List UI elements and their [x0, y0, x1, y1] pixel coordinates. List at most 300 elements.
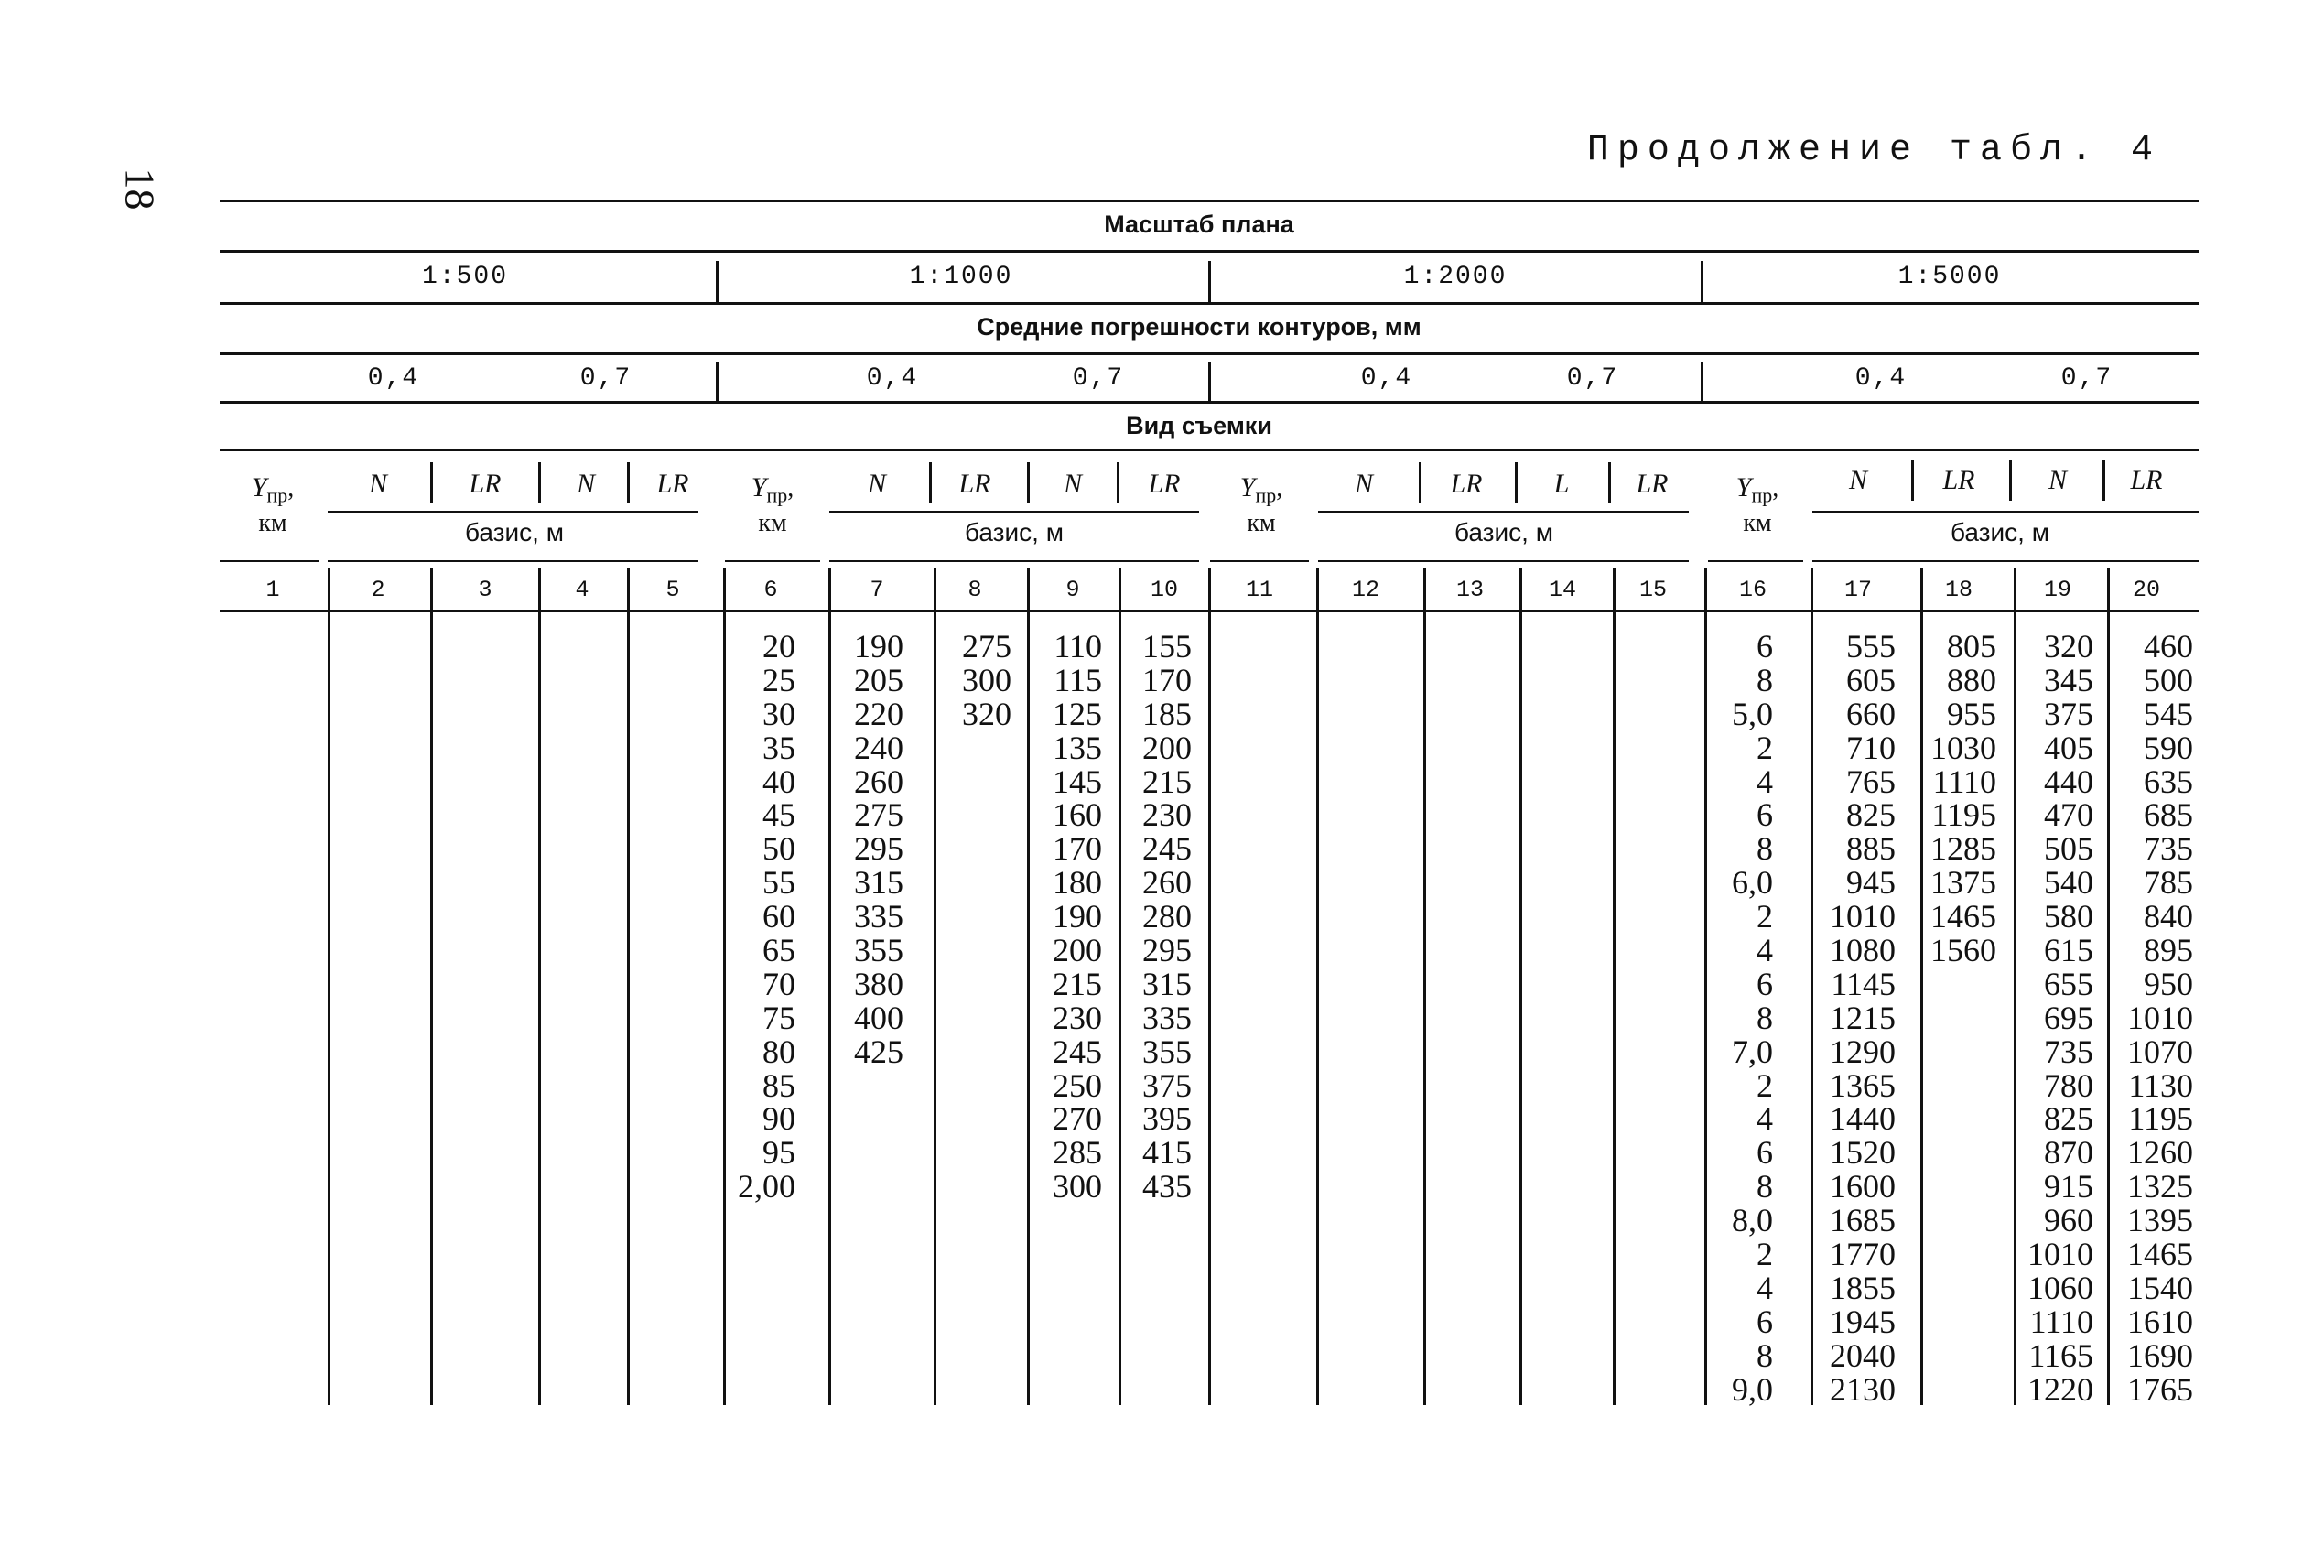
table-cell: 840	[2144, 898, 2193, 935]
column-number: 1	[265, 577, 280, 603]
table-cell: 230	[1053, 999, 1102, 1036]
table-cell: 710	[1846, 729, 1896, 766]
error-value: 0,4	[866, 364, 919, 393]
table-cell: 1375	[1930, 864, 1996, 902]
table-cell: 215	[1053, 965, 1102, 1002]
table-cell: 275	[854, 796, 903, 834]
table-cell: 280	[1142, 898, 1192, 935]
table-cell: 205	[854, 661, 903, 698]
table-cell: 2	[1757, 1066, 1773, 1104]
y-unit: км	[758, 508, 787, 537]
table-cell: 6,0	[1732, 864, 1773, 902]
column-line	[1027, 568, 1030, 1405]
table-cell: 880	[1947, 661, 1996, 698]
rule	[220, 302, 2199, 305]
table-cell: 40	[762, 762, 795, 800]
table-cell: 55	[762, 864, 795, 902]
table-cell: 870	[2044, 1134, 2093, 1172]
table-cell: 825	[1846, 796, 1896, 834]
table-cell: 1440	[1830, 1100, 1896, 1138]
survey-type: LR	[1942, 465, 1975, 495]
column-number: 15	[1638, 577, 1668, 603]
divider	[1608, 462, 1611, 503]
table-cell: 1285	[1930, 830, 1996, 868]
table-cell: 6	[1757, 965, 1773, 1002]
page-number: 18	[116, 168, 164, 211]
table-cell: 785	[2144, 864, 2193, 902]
column-number: 6	[763, 577, 778, 603]
divider	[1701, 261, 1703, 302]
y-sub: пр	[766, 483, 788, 507]
rule	[1210, 560, 1309, 562]
column-number: 18	[1944, 577, 1973, 603]
table-cell: 1290	[1830, 1033, 1896, 1070]
y-unit: км	[258, 508, 287, 537]
y-symbol: Y	[1239, 472, 1256, 503]
survey-type: LR	[469, 469, 502, 499]
table-cell: 190	[1053, 898, 1102, 935]
table-cell: 2	[1757, 1236, 1773, 1273]
column-number: 19	[2043, 577, 2072, 603]
table-cell: 8,0	[1732, 1202, 1773, 1239]
survey-type: N	[2048, 465, 2068, 495]
rule	[829, 560, 1199, 562]
divider	[716, 362, 719, 401]
table-cell: 1010	[1830, 898, 1896, 935]
table-cell: 60	[762, 898, 795, 935]
table-cell: 605	[1846, 661, 1896, 698]
column-number: 11	[1245, 577, 1274, 603]
rule	[220, 200, 2199, 202]
table-cell: 295	[1142, 932, 1192, 969]
continuation-title: Продолжение табл. 4	[1586, 130, 2161, 171]
column-9-values	[1053, 630, 1102, 1204]
table-cell: 505	[2044, 830, 2093, 868]
table-cell: 260	[1142, 864, 1192, 902]
column-16-values	[1732, 630, 1773, 1406]
table-cell: 960	[2044, 1202, 2093, 1239]
scale-1-2000: 1:2000	[1403, 263, 1508, 291]
table-cell: 4	[1757, 762, 1773, 800]
column-number: 9	[1065, 577, 1080, 603]
table-cell: 260	[854, 762, 903, 800]
table-cell: 5,0	[1732, 695, 1773, 732]
survey-type: N	[576, 469, 596, 499]
divider	[1027, 462, 1030, 503]
table-cell: 825	[2044, 1100, 2093, 1138]
scale-1-5000: 1:5000	[1897, 263, 2002, 291]
y-symbol: Y	[751, 472, 767, 503]
table-cell: 1560	[1930, 932, 1996, 969]
table-cell: 95	[762, 1134, 795, 1172]
table-cell: 4	[1757, 932, 1773, 969]
table-cell: 6	[1757, 1303, 1773, 1340]
table-cell: 1395	[2127, 1202, 2193, 1239]
column-20-values	[2127, 630, 2193, 1406]
table-cell: 300	[1053, 1168, 1102, 1206]
basis-label: базис, м	[1454, 518, 1553, 546]
table-cell: 2	[1757, 898, 1773, 935]
error-value: 0,7	[2060, 364, 2113, 393]
rule	[1318, 560, 1689, 562]
column-line	[1704, 568, 1707, 1405]
table-cell: 8	[1757, 1336, 1773, 1374]
table-cell: 375	[1142, 1066, 1192, 1104]
table-cell: 25	[762, 661, 795, 698]
table-cell: 250	[1053, 1066, 1102, 1104]
column-line	[328, 568, 330, 1405]
survey-type: LR	[1450, 469, 1483, 499]
divider	[1208, 261, 1211, 302]
rule	[220, 401, 2199, 404]
table-cell: 1195	[1931, 796, 1996, 834]
table-cell: 70	[762, 965, 795, 1002]
table-cell: 440	[2044, 762, 2093, 800]
column-line	[538, 568, 541, 1405]
table-cell: 2	[1757, 729, 1773, 766]
table-cell: 8	[1757, 830, 1773, 868]
table-cell: 8	[1757, 999, 1773, 1036]
table-cell: 6	[1757, 1134, 1773, 1172]
column-line	[1119, 568, 1121, 1405]
table-cell: 170	[1142, 661, 1192, 698]
scale-1-500: 1:500	[421, 263, 509, 291]
error-value: 0,7	[579, 364, 632, 393]
column-6-values	[738, 630, 795, 1204]
divider	[929, 462, 932, 503]
table-cell: 160	[1053, 796, 1102, 834]
table-cell: 1465	[2127, 1236, 2193, 1273]
table-cell: 580	[2044, 898, 2093, 935]
table-cell: 115	[1054, 661, 1102, 698]
column-line	[1519, 568, 1522, 1405]
table-cell: 1765	[2127, 1370, 2193, 1408]
column-line	[1920, 568, 1923, 1405]
column-line	[1208, 568, 1211, 1405]
table-cell: 945	[1846, 864, 1896, 902]
table-cell: 320	[2044, 628, 2093, 665]
table-cell: 245	[1053, 1033, 1102, 1070]
table-cell: 895	[2144, 932, 2193, 969]
rule	[829, 511, 1199, 513]
table-cell: 190	[854, 628, 903, 665]
table-cell: 1260	[2127, 1134, 2193, 1172]
table-cell: 1685	[1830, 1202, 1896, 1239]
survey-type: LR	[958, 469, 991, 499]
column-19-values	[2027, 630, 2093, 1406]
column-line	[430, 568, 433, 1405]
table-cell: 270	[1053, 1100, 1102, 1138]
table-cell: 1110	[1932, 762, 1996, 800]
survey-type: N	[1354, 469, 1374, 499]
table-cell: 20	[762, 628, 795, 665]
y-header: $Y_{пр}$, км	[251, 472, 295, 537]
table-cell: 320	[962, 695, 1011, 732]
table-cell: 200	[1053, 932, 1102, 969]
table-cell: 8	[1757, 661, 1773, 698]
rule	[1812, 560, 2199, 562]
table-cell: 245	[1142, 830, 1192, 868]
table-cell: 685	[2144, 796, 2193, 834]
rule	[220, 250, 2199, 253]
survey-type: N	[867, 469, 887, 499]
y-sub: пр	[266, 483, 288, 507]
table-cell: 230	[1142, 796, 1192, 834]
rule	[1318, 511, 1689, 513]
column-number: 16	[1738, 577, 1767, 603]
column-line	[828, 568, 831, 1405]
table-cell: 85	[762, 1066, 795, 1104]
table-cell: 500	[2144, 661, 2193, 698]
table-cell: 35	[762, 729, 795, 766]
table-cell: 2040	[1830, 1336, 1896, 1374]
table-cell: 1325	[2127, 1168, 2193, 1206]
table-cell: 135	[1053, 729, 1102, 766]
basis-label: базис, м	[1951, 518, 2049, 546]
table-cell: 435	[1142, 1168, 1192, 1206]
column-number: 4	[575, 577, 589, 603]
survey-type: L	[1553, 469, 1570, 499]
table-cell: 45	[762, 796, 795, 834]
table-cell: 1365	[1830, 1066, 1896, 1104]
table-cell: 425	[854, 1033, 903, 1070]
error-value: 0,7	[1566, 364, 1619, 393]
rule	[328, 511, 698, 513]
divider	[716, 261, 719, 302]
table-cell: 1110	[2029, 1303, 2093, 1340]
table-cell: 1070	[2127, 1033, 2193, 1070]
survey-type: LR	[1636, 469, 1669, 499]
table-cell: 185	[1142, 695, 1192, 732]
table-cell: 90	[762, 1100, 795, 1138]
column-number: 2	[371, 577, 385, 603]
divider	[538, 462, 541, 503]
scale-1-1000: 1:1000	[909, 263, 1013, 291]
rule	[220, 449, 2199, 451]
table-cell: 80	[762, 1033, 795, 1070]
table-cell: 655	[2044, 965, 2093, 1002]
error-value: 0,4	[1854, 364, 1908, 393]
y-sub: пр	[1751, 483, 1773, 507]
table-cell: 1600	[1830, 1168, 1896, 1206]
table-cell: 155	[1142, 628, 1192, 665]
table-cell: 1945	[1830, 1303, 1896, 1340]
table-cell: 1165	[2028, 1336, 2093, 1374]
survey-type: LR	[1148, 469, 1181, 499]
table-cell: 765	[1846, 762, 1896, 800]
table-cell: 1610	[2127, 1303, 2193, 1340]
table-cell: 215	[1142, 762, 1192, 800]
table-cell: 8	[1757, 1168, 1773, 1206]
column-18-values	[1930, 630, 1996, 968]
y-unit: км	[1247, 508, 1276, 537]
basis-label: базис, м	[465, 518, 564, 546]
table-cell: 955	[1947, 695, 1996, 732]
table-cell: 635	[2144, 762, 2193, 800]
divider	[1117, 462, 1119, 503]
table-cell: 555	[1846, 628, 1896, 665]
rule	[725, 560, 820, 562]
rule	[220, 352, 2199, 355]
rule	[1812, 511, 2199, 513]
table-cell: 200	[1142, 729, 1192, 766]
table-cell: 170	[1053, 830, 1102, 868]
column-line	[627, 568, 630, 1405]
divider	[2009, 460, 2012, 501]
table-cell: 275	[962, 628, 1011, 665]
table-cell: 380	[854, 965, 903, 1002]
table-cell: 285	[1053, 1134, 1102, 1172]
table-cell: 885	[1846, 830, 1896, 868]
column-number: 10	[1150, 577, 1179, 603]
divider	[1515, 462, 1518, 503]
y-header: $Y_{пр}$, км	[1735, 472, 1779, 537]
survey-type: LR	[2130, 465, 2163, 495]
divider	[1419, 462, 1421, 503]
column-number: 7	[870, 577, 884, 603]
table-cell: 1060	[2027, 1269, 2093, 1306]
survey-type: N	[368, 469, 388, 499]
table-cell: 315	[854, 864, 903, 902]
table-cell: 295	[854, 830, 903, 868]
rule	[220, 560, 319, 562]
table-cell: 805	[1947, 628, 1996, 665]
y-symbol: Y	[251, 472, 267, 503]
column-line	[723, 568, 726, 1405]
table-cell: 1540	[2127, 1269, 2193, 1306]
table-cell: 1855	[1830, 1269, 1896, 1306]
errors-label: Средние погрешности контуров, мм	[977, 313, 1421, 341]
table-cell: 1770	[1830, 1236, 1896, 1273]
divider	[2102, 460, 2105, 501]
error-value: 0,4	[367, 364, 420, 393]
divider	[1208, 362, 1211, 401]
table-cell: 125	[1053, 695, 1102, 732]
table-cell: 695	[2044, 999, 2093, 1036]
survey-type-label: Вид съемки	[1126, 412, 1272, 439]
column-number: 5	[665, 577, 680, 603]
table-cell: 950	[2144, 965, 2193, 1002]
table-cell: 65	[762, 932, 795, 969]
column-number: 14	[1548, 577, 1577, 603]
table-cell: 660	[1846, 695, 1896, 732]
column-number: 3	[478, 577, 492, 603]
column-line	[934, 568, 936, 1405]
table-cell: 315	[1142, 965, 1192, 1002]
column-10-values	[1142, 630, 1192, 1204]
table-cell: 1520	[1830, 1134, 1896, 1172]
table-cell: 240	[854, 729, 903, 766]
column-number: 12	[1351, 577, 1380, 603]
column-8-values	[962, 630, 1011, 731]
table-cell: 460	[2144, 628, 2193, 665]
survey-type: N	[1063, 469, 1083, 499]
table-cell: 540	[2044, 864, 2093, 902]
column-line	[1811, 568, 1813, 1405]
table-cell: 355	[854, 932, 903, 969]
table-cell: 145	[1053, 762, 1102, 800]
column-line	[1316, 568, 1319, 1405]
table-cell: 545	[2144, 695, 2193, 732]
column-7-values	[854, 630, 903, 1069]
table-cell: 1465	[1930, 898, 1996, 935]
table-cell: 915	[2044, 1168, 2093, 1206]
table-cell: 400	[854, 999, 903, 1036]
y-header: $Y_{пр}$, км	[751, 472, 794, 537]
table-cell: 615	[2044, 932, 2093, 969]
column-number: 17	[1843, 577, 1873, 603]
error-value: 0,7	[1072, 364, 1125, 393]
column-line	[2107, 568, 2110, 1405]
table-cell: 335	[854, 898, 903, 935]
table-cell: 780	[2044, 1066, 2093, 1104]
column-line	[1613, 568, 1616, 1405]
table-cell: 75	[762, 999, 795, 1036]
table-cell: 9,0	[1732, 1370, 1773, 1408]
table-cell: 300	[962, 661, 1011, 698]
table-cell: 415	[1142, 1134, 1192, 1172]
table-cell: 7,0	[1732, 1033, 1773, 1070]
table-cell: 375	[2044, 695, 2093, 732]
table-cell: 335	[1142, 999, 1192, 1036]
table-cell: 1145	[1831, 965, 1896, 1002]
plan-scale-label: Масштаб плана	[1104, 211, 1294, 238]
column-number: 13	[1455, 577, 1485, 603]
table-cell: 2,00	[738, 1168, 795, 1206]
table-cell: 1080	[1830, 932, 1896, 969]
table-cell: 345	[2044, 661, 2093, 698]
divider	[627, 462, 630, 503]
table-cell: 355	[1142, 1033, 1192, 1070]
divider	[1701, 362, 1703, 401]
y-unit: км	[1743, 508, 1772, 537]
table-cell: 2130	[1830, 1370, 1896, 1408]
table-cell: 1215	[1830, 999, 1896, 1036]
table-cell: 1010	[2027, 1236, 2093, 1273]
divider	[1911, 460, 1914, 501]
table-cell: 735	[2144, 830, 2193, 868]
column-line	[2014, 568, 2016, 1405]
table-cell: 220	[854, 695, 903, 732]
table-cell: 1010	[2127, 999, 2193, 1036]
table-cell: 1690	[2127, 1336, 2193, 1374]
error-value: 0,4	[1360, 364, 1413, 393]
table-cell: 50	[762, 830, 795, 868]
column-line	[1423, 568, 1426, 1405]
table-cell: 1030	[1930, 729, 1996, 766]
table-cell: 470	[2044, 796, 2093, 834]
column-number: 8	[967, 577, 982, 603]
divider	[430, 462, 433, 503]
y-symbol: Y	[1735, 472, 1752, 503]
y-sub: пр	[1255, 483, 1277, 507]
table-cell: 1220	[2027, 1370, 2093, 1408]
basis-label: базис, м	[965, 518, 1064, 546]
table-cell: 735	[2044, 1033, 2093, 1070]
column-number: 20	[2132, 577, 2161, 603]
table-cell: 395	[1142, 1100, 1192, 1138]
table-cell: 180	[1053, 864, 1102, 902]
table-cell: 30	[762, 695, 795, 732]
rule	[328, 560, 698, 562]
table-cell: 590	[2144, 729, 2193, 766]
table-cell: 1130	[2128, 1066, 2193, 1104]
table-cell: 405	[2044, 729, 2093, 766]
table-cell: 110	[1054, 628, 1102, 665]
rule	[1708, 560, 1803, 562]
column-17-values	[1830, 630, 1896, 1406]
table-cell: 1195	[2128, 1100, 2193, 1138]
